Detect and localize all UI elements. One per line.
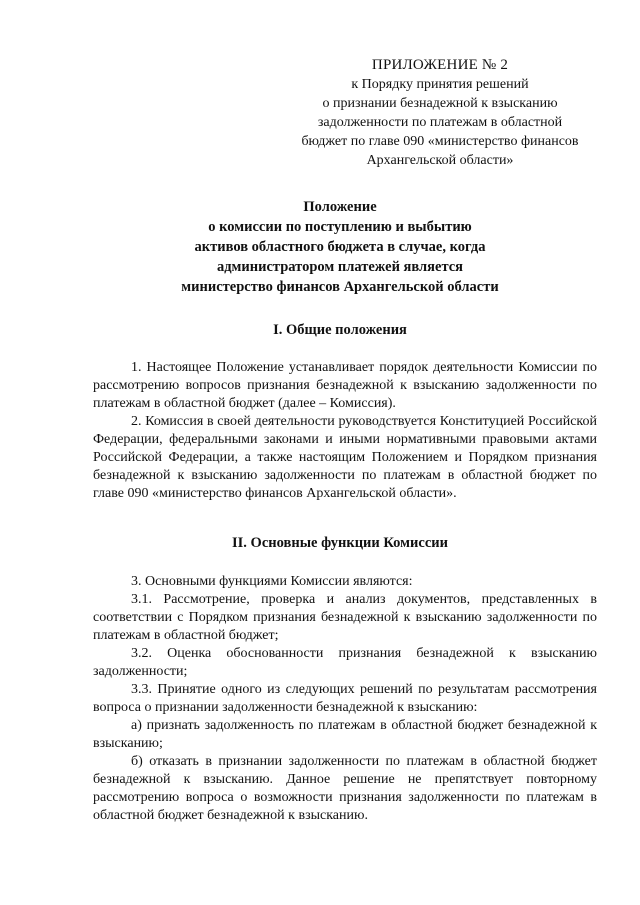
subitem-b: б) отказать в признании задолженности по платежам в областной бюджет безнадежной к взысканию. Данное решение не препятствует повторному рассмотрению вопроса о возможности признания задолженности по платежам в областной бюджет безнадежной к взысканию. <box>93 754 597 823</box>
section1-body <box>93 359 597 503</box>
paragraph-3: 3. Основными функциями Комиссии являются: <box>131 574 413 589</box>
document-title <box>120 197 560 297</box>
appendix-line: бюджет по главе 090 «министерство финансов <box>301 134 579 149</box>
paragraph-3-1: 3.1. Рассмотрение, проверка и анализ документов, представленных в соответствии с Порядком признания безнадежной к взысканию задолженности по платежам в областной бюджет; <box>93 592 597 643</box>
appendix-line: к Порядку принятия решений <box>351 77 529 92</box>
document-title-line: активов областного бюджета в случае, когда <box>194 239 486 255</box>
appendix-line: о признании безнадежной к взысканию <box>322 96 558 111</box>
document-title-line: министерство финансов Архангельской области <box>181 279 499 295</box>
appendix-line: задолженности по платежам в областной <box>317 115 563 130</box>
section1-heading: I. Общие положения <box>273 322 407 338</box>
section2-heading: II. Основные функции Комиссии <box>232 535 448 551</box>
paragraph-3-3: 3.3. Принятие одного из следующих решений по результатам рассмотрения вопроса о признании задолженности безнадежной к взысканию: <box>93 682 597 715</box>
document-title-line: о комиссии по поступлению и выбытию <box>208 219 472 235</box>
appendix-line: Архангельской области» <box>366 153 514 168</box>
section2-body <box>93 573 597 825</box>
paragraph-3-2: 3.2. Оценка обоснованности признания безнадежной к взысканию задолженности; <box>93 646 597 679</box>
paragraph-1: 1. Настоящее Положение устанавливает порядок деятельности Комиссии по рассмотрению вопросов признания безнадежной к взысканию задолженности по платежам в областной бюджет (далее – Комиссия). <box>93 360 597 411</box>
appendix-title: ПРИЛОЖЕНИЕ № 2 <box>371 57 509 73</box>
document-title-line: администратором платежей является <box>216 259 464 275</box>
subitem-a: а) признать задолженность по платежам в областной бюджет безнадежной к взысканию; <box>93 718 597 751</box>
paragraph-2: 2. Комиссия в своей деятельности руководствуется Конституцией Российской Федерации, федеральными законами и иными нормативными правовыми актами Российской Федерации, а также настоящим Положением и Порядком признания безнадежной к взысканию задолженности по платежам в областной бюджет по главе 090 «министерство финансов Архангельской области». <box>93 414 597 501</box>
appendix-header <box>280 56 600 170</box>
document-title-line: Положение <box>303 199 377 215</box>
